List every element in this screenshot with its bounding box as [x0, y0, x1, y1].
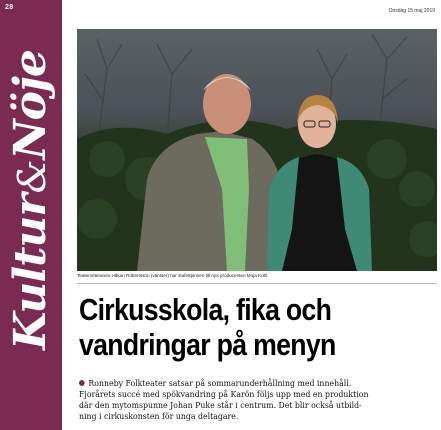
section-title-word2: Nöje: [5, 50, 56, 160]
article-photo: [77, 29, 437, 271]
article-headline: [79, 292, 387, 362]
section-sidebar: [0, 0, 62, 430]
section-title: [5, 50, 56, 350]
lead-line-4: ning i cirkuskonsten för unga deltagare.: [79, 411, 239, 421]
headline-line-1: Cirkusskola, fika och: [79, 292, 332, 327]
dateline: Onsdag 15 maj 2019: [388, 8, 435, 14]
divider: [77, 283, 437, 284]
lead-line-1-text: Ronneby Folkteater satsar på sommarunderhållning med innehåll.: [88, 378, 352, 388]
section-title-ampersand: &: [10, 160, 54, 194]
headline-line-2: vandringar på menyn: [79, 327, 336, 362]
photo-caption: Teaterveteranen Håkan Robertsson (vänster) har stafettpinnen till nya producenten Moja Kohl.: [77, 273, 269, 278]
article-lead: [79, 378, 417, 422]
bullet-icon: [79, 380, 85, 386]
page-number: 28: [5, 4, 14, 11]
lead-line-3: där den mytomspunne Johan Puke står i centrum. Det blir också utbild-: [79, 400, 362, 410]
lead-line-1: [79, 378, 417, 389]
photo-illustration: [77, 29, 437, 271]
section-title-word1: Kultur: [5, 194, 56, 350]
lead-line-2: Fjorårets succé med spökvandring på Karön följs upp med en produktion: [79, 389, 369, 399]
